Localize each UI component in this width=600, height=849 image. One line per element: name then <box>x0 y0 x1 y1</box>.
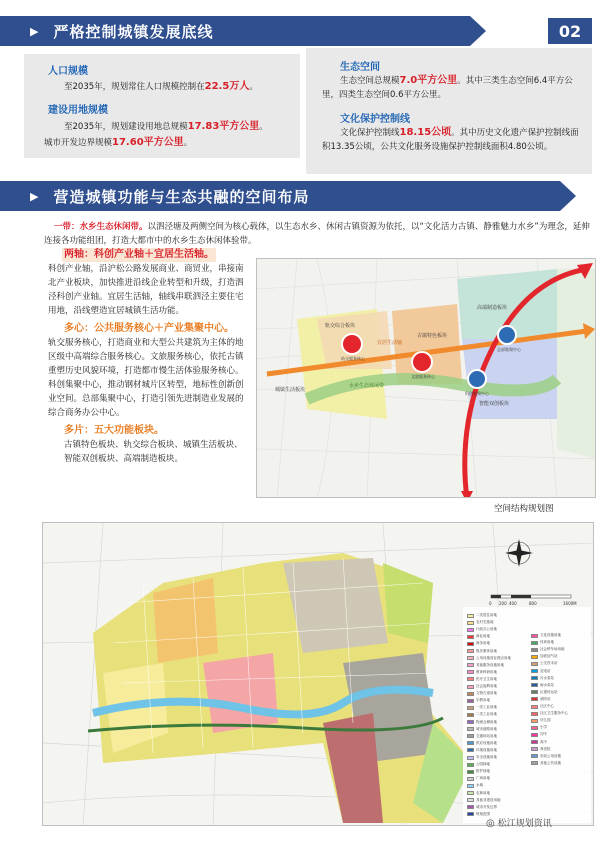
wechat-icon: ◎ <box>486 818 495 829</box>
legend-swatch <box>531 705 538 709</box>
population-value: 22.5万人 <box>204 81 250 92</box>
section-banner-red-line <box>0 16 470 46</box>
legend-swatch <box>467 656 474 660</box>
legend-swatch <box>467 706 474 710</box>
legend-item: 交通场站用地 <box>467 734 497 739</box>
land-use-map <box>42 522 594 826</box>
legend-item: 公用设施营业网点用地 <box>467 656 511 661</box>
legend-swatch <box>531 697 538 701</box>
legend-swatch <box>467 791 474 795</box>
banner-arrow-shape <box>470 16 486 46</box>
block-town <box>392 304 462 384</box>
legend-swatch <box>467 699 474 703</box>
legend-item: 二类居住用地 <box>467 613 497 618</box>
heritage-heading: 文化保护控制线 <box>340 114 410 125</box>
ecology-value: 7.0平方公里 <box>399 75 458 86</box>
legend-swatch <box>531 719 538 723</box>
legend-item: 文化设施用地 <box>531 633 561 638</box>
legend-item: 宗教用地 <box>467 698 490 703</box>
legend-swatch <box>531 754 538 758</box>
construction-line1: 至2035年，规划建设用地总规模17.83平方公里。 <box>64 121 268 132</box>
scale-label-800: 800 <box>529 601 537 606</box>
chevron-right-icon: ▶ <box>30 189 40 203</box>
legend-swatch <box>531 634 538 638</box>
two-axes-text: 科创产业轴，沿沪松公路发展商业、商贸业，串接南北产业板块，加快推进沿线企业转型和升级，打造泗泾科创产业轴。宜居生活轴，轴线串联泗泾主要住宅用地，沿线塑造宜居城镇生活功能。 <box>48 264 244 316</box>
center-hq-marker <box>498 326 516 344</box>
construction-line2: 城市开发边界规模17.60平方公里。 <box>44 137 193 148</box>
legend-swatch <box>531 747 538 751</box>
legend-item: 环境设施用地 <box>467 748 497 753</box>
legend-item: 广场用地 <box>467 776 490 781</box>
legend-item: 污水泵站 <box>531 676 554 681</box>
heritage-value: 18.15公顷 <box>399 127 452 138</box>
legend-item: 农村宅基地 <box>467 620 494 625</box>
structure-map-drawing <box>257 259 596 498</box>
legend-item: 市政公用设施 <box>531 754 561 759</box>
scale-label-400: 400 <box>509 601 517 606</box>
legend-swatch <box>531 669 538 673</box>
legend-swatch <box>467 720 474 724</box>
legend-item: 社区卫生服务中心 <box>531 711 568 716</box>
legend-item: 医疗卫生用地 <box>467 677 497 682</box>
green-edge <box>557 269 596 459</box>
legend-item: 垃圾转运站 <box>531 690 558 695</box>
population-heading: 人口规模 <box>48 66 88 77</box>
legend-swatch <box>467 628 474 632</box>
legend-swatch <box>467 677 474 681</box>
legend-item: 二类工业用地 <box>467 712 497 717</box>
legend-item: 其他服务设施用地 <box>467 663 504 668</box>
legend-item: 供应设施用地 <box>467 741 497 746</box>
legend-swatch <box>467 763 474 767</box>
label-center-hq: 总部集聚中心 <box>497 347 521 352</box>
legend-item: 体育用地 <box>531 640 554 645</box>
watermark: ◎ 松江规划资讯 <box>486 818 552 829</box>
construction-heading: 建设用地规模 <box>48 105 108 116</box>
banner-arrow-shape <box>560 181 576 211</box>
scale-label-1600: 1600M <box>563 601 577 606</box>
construction-value: 17.83平方公里 <box>187 121 260 132</box>
legend-item: 防护绿地 <box>467 769 490 774</box>
legend-swatch <box>467 642 474 646</box>
scale-label-0: 0 <box>489 601 492 606</box>
legend-item: 商务用地 <box>467 641 490 646</box>
legend-item: 高中 <box>531 740 547 745</box>
structure-map-caption: 空间结构规划图 <box>494 504 554 514</box>
legend-swatch <box>467 748 474 752</box>
legend-swatch <box>467 770 474 774</box>
heritage-text: 文化保护控制线18.15公顷。其中历史文化遗产保护控制线面积13.35公顷，公共文化服务设施保护控制线面积4.80公顷。 <box>322 127 579 152</box>
section-banner-layout <box>0 181 560 211</box>
legend-swatch <box>467 614 474 618</box>
label-rail: 轨交综合板块 <box>325 323 356 329</box>
legend-item: 其他公共设施 <box>531 761 561 766</box>
label-town: 古镇特色板块 <box>417 333 448 339</box>
label-smart: 智能双创板块 <box>479 401 510 407</box>
legend-swatch <box>531 655 538 659</box>
legend-item: 公交首末站 <box>531 661 558 666</box>
legend-swatch <box>531 662 538 666</box>
label-axis-life: 宜居生活轴 <box>377 340 403 346</box>
multi-block-text: 古镇特色板块、轨交综合板块、城镇生活板块、智能双创板块、高端制造板块。 <box>64 440 243 464</box>
label-mfg: 高端制造板块 <box>477 305 508 311</box>
label-core-culture: 文旅服务核心 <box>411 374 435 379</box>
multi-block-title: 多片：五大功能板块。 <box>64 425 164 436</box>
legend-swatch <box>531 733 538 737</box>
ecology-heading: 生态空间 <box>340 62 380 73</box>
legend-item: 社区中心 <box>531 704 554 709</box>
legend-swatch <box>531 641 538 645</box>
legend-item: 雨水泵站 <box>531 683 554 688</box>
legend-swatch <box>531 740 538 744</box>
land-use-drawing <box>43 523 594 826</box>
legend-item: 其他非建设用地 <box>467 798 501 803</box>
legend-swatch <box>531 683 538 687</box>
legend-item: 一类工业用地 <box>467 705 497 710</box>
legend-item: 农林用地 <box>467 791 490 796</box>
section-title: 营造城镇功能与生态共融的空间布局 <box>53 187 310 206</box>
label-eco-belt: 水乡生态休闲带 <box>349 383 385 389</box>
legend-item: 城市开发边界 <box>467 805 497 810</box>
core-culture-marker <box>412 352 432 372</box>
legend-item: 变电站 <box>531 669 551 674</box>
legend-item: 安全设施用地 <box>467 755 497 760</box>
core-rail-marker <box>342 334 362 354</box>
legend-swatch <box>467 784 474 788</box>
legend-swatch <box>531 676 538 680</box>
structure-text-column <box>48 248 250 466</box>
legend-item: 城市道路用地 <box>467 727 497 732</box>
legend-item: 文物古迹用地 <box>467 691 497 696</box>
legend-item: 行政办公用地 <box>467 627 497 632</box>
label-life: 城镇生活板块 <box>275 387 306 393</box>
legend-item: 养老院 <box>531 747 551 752</box>
one-belt-title: 一带：水乡生态休闲带。 <box>54 222 148 232</box>
two-axes-title: 两轴：科创产业轴＋宜居生活轴。 <box>64 249 214 260</box>
legend-item: 商业用地 <box>467 634 490 639</box>
label-core-rail: 轨交服务核心 <box>341 356 365 361</box>
legend-item: 规划范围 <box>467 812 490 817</box>
legend-swatch <box>467 649 474 653</box>
legend-swatch <box>467 777 474 781</box>
label-center-sci: 科创集聚中心 <box>465 391 489 396</box>
legend-swatch <box>467 670 474 674</box>
legend-swatch <box>467 635 474 639</box>
legend-item: 社会停车场用地 <box>531 647 565 652</box>
legend-item: 小学 <box>531 725 547 730</box>
page-number: 02 <box>548 18 592 44</box>
legend-swatch <box>467 727 474 731</box>
ecology-text: 生态空间总规模7.0平方公里。其中三类生态空间6.4平方公里，四类生态空间0.6平方公里。 <box>322 75 573 100</box>
legend-item: 社会福利用地 <box>467 684 497 689</box>
scale-bar <box>491 595 571 598</box>
legend-item: 消防站 <box>531 697 551 702</box>
legend-swatch <box>531 690 538 694</box>
multi-core-title: 多心：公共服务核心＋产业集聚中心。 <box>64 323 234 334</box>
legend-swatch <box>467 663 474 667</box>
legend-item: 水域 <box>467 783 483 788</box>
legend-item: 教育科研用地 <box>467 670 497 675</box>
legend-item: 加油加气站 <box>531 654 558 659</box>
legend-swatch <box>467 734 474 738</box>
legend-swatch <box>467 713 474 717</box>
legend-swatch <box>467 805 474 809</box>
center-sci-marker <box>468 370 486 388</box>
legend-item: 初中 <box>531 732 547 737</box>
legend-swatch <box>467 798 474 802</box>
legend-item: 娱乐康体用地 <box>467 649 497 654</box>
legend-swatch <box>467 741 474 745</box>
legend-swatch <box>467 685 474 689</box>
multi-core-text: 轨交服务核心，打造商业和大型公共建筑为主体的地区级中高端综合服务核心。文旅服务核心，依托古镇重塑历史风貌环境，打造都市慢生活体验服务核心。科创集聚中心，推动钢材城片区转型，地标性创新创业空间。总部集聚中心，打造引领先进制造业发展的综合商务办公中心。 <box>48 338 244 418</box>
legend-swatch <box>467 621 474 625</box>
legend-swatch <box>531 648 538 652</box>
chevron-right-icon: ▶ <box>30 24 40 38</box>
legend-swatch <box>531 726 538 730</box>
population-text: 至2035年，规划常住人口规模控制在22.5万人。 <box>64 81 258 92</box>
boundary-value: 17.60平方公里 <box>112 137 184 148</box>
legend-item: 幼儿园 <box>531 718 551 723</box>
legend-swatch <box>531 761 538 765</box>
legend-item: 公园绿地 <box>467 762 490 767</box>
legend-item: 物流仓储用地 <box>467 720 497 725</box>
section-title: 严格控制城镇发展底线 <box>53 22 214 41</box>
scale-label-200: 200 <box>499 601 507 606</box>
one-belt-paragraph: 一带：水乡生态休闲带。以泗泾塘及两侧空间为核心载体，以生态水乡、休闲古镇资源为依托，以“文化活力古镇、静雅魅力水乡”为理念，延伸连接各功能组团，打造大都市中的水乡生态休闲体验带。 <box>44 222 590 246</box>
legend-swatch <box>531 712 538 716</box>
legend-swatch <box>467 812 474 816</box>
spatial-structure-map <box>256 258 596 498</box>
legend-swatch <box>467 692 474 696</box>
legend-swatch <box>467 756 474 760</box>
